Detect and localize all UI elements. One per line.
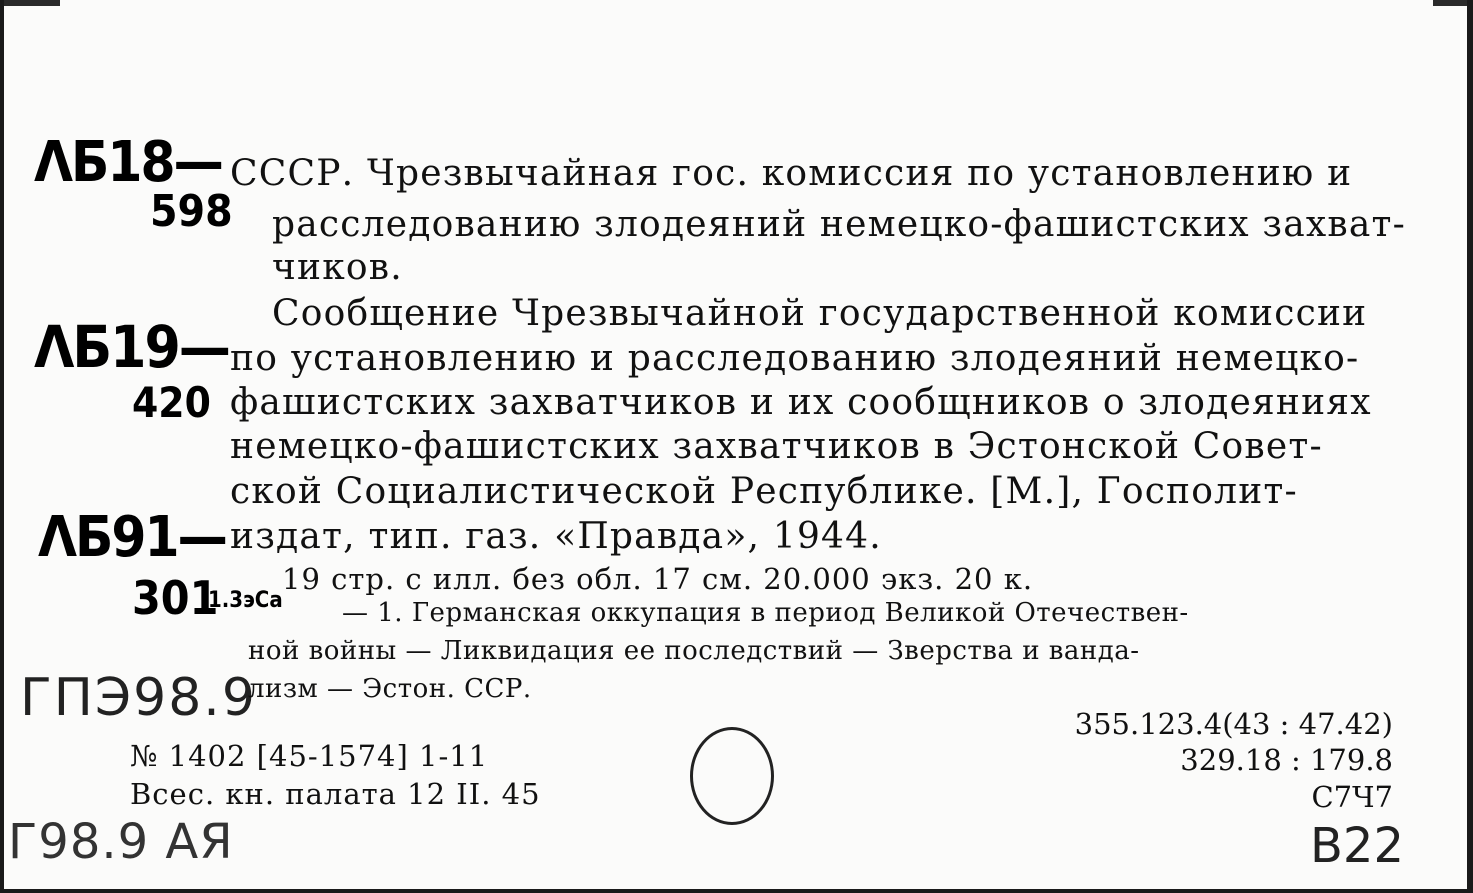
entry-title-line-6: издат, тип. газ. «Правда», 1944. <box>230 516 882 557</box>
entry-heading-line-1: СССР. Чрезвычайная гос. комиссия по установлению и <box>230 153 1353 194</box>
round-stamp-mark <box>690 727 774 825</box>
card-top-edge <box>0 0 1473 14</box>
entry-title-line-1: Сообщение Чрезвычайной государственной комиссии <box>272 293 1368 334</box>
classification-2: 329.18 : 179.8 <box>1180 743 1393 777</box>
entry-title-line-4: немецко-фашистских захватчиков в Эстонской Совет- <box>230 426 1323 467</box>
entry-heading-line-2: расследованию злодеяний немецко-фашистских захват- <box>272 204 1407 245</box>
shelfmark-bottom-right: В22 <box>1310 818 1405 874</box>
shelfmark-1-top: ΛБ18— <box>34 130 222 195</box>
entry-subject-line-1: — 1. Германская оккупация в период Великой Отечествен- <box>342 598 1189 628</box>
book-chamber-line: Всес. кн. палата 12 II. 45 <box>130 777 541 811</box>
entry-subject-line-3: лизм — Эстон. ССР. <box>248 674 532 704</box>
classification-3: С7Ч7 <box>1311 780 1393 814</box>
entry-title-line-5: ской Социалистической Республике. [М.], Госполит- <box>230 471 1298 512</box>
shelfmark-2-top: ΛБ19— <box>34 313 229 381</box>
entry-heading-line-3: чиков. <box>272 247 403 288</box>
entry-title-line-3: фашистских захватчиков и их сообщников о злодеяниях <box>230 382 1372 423</box>
shelfmark-3-note: 1.3эСа <box>208 588 283 613</box>
shelfmark-3-bottom: 301 <box>132 571 219 625</box>
shelfmark-bottom-left: Г98.9 АЯ <box>8 814 234 870</box>
card-left-edge <box>0 0 4 893</box>
shelfmark-gpe: ГПЭ98.9 <box>20 668 257 728</box>
shelfmark-2-bottom: 420 <box>132 378 211 427</box>
registration-number: № 1402 [45-1574] 1-11 <box>130 739 489 773</box>
shelfmark-3-top: ΛБ91— <box>38 505 226 570</box>
card-right-edge <box>1467 0 1473 893</box>
entry-subject-line-2: ной войны — Ликвидация ее последствий — Зверства и ванда- <box>248 636 1140 666</box>
card-bottom-edge <box>0 889 1473 893</box>
entry-collation: 19 стр. с илл. без обл. 17 см. 20.000 экз. 20 к. <box>282 562 1034 596</box>
shelfmark-1-bottom: 598 <box>150 186 233 237</box>
classification-1: 355.123.4(43 : 47.42) <box>1074 707 1393 741</box>
entry-title-line-2: по установлению и расследованию злодеяний немецко- <box>230 338 1360 379</box>
